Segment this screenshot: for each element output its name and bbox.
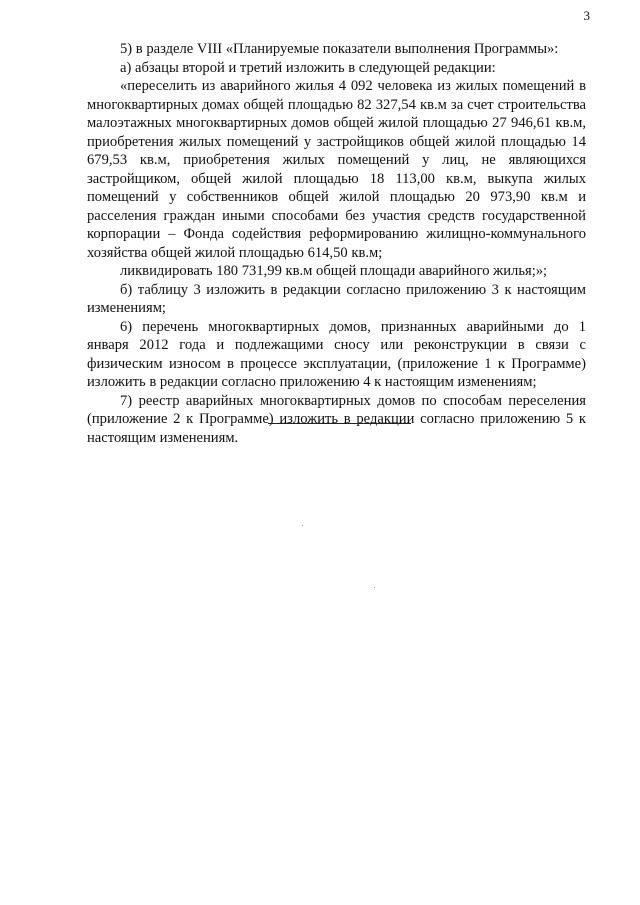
end-of-text-rule xyxy=(268,423,411,424)
page-number: 3 xyxy=(583,8,590,23)
scan-speck xyxy=(374,587,375,588)
paragraph-quoted-resettle: «переселить из аварийного жилья 4 092 человека из жилых помещений в многоквартирных домах общей площадью 82 327,54 кв.м за счет строительства малоэтажных многоквартирных домов общей жилой площадью 27 946,61 кв.м, приобретения жилых помещений у застройщиков общей жилой площадью 14 679,53 кв.м, приобретения жилых помещений у лиц, не являющихся застройщиком, общей жилой площадью 18 113,00 кв.м, выкупа жилых помещений у собственников общей жилой площадью 20 973,90 кв.м и расселения граждан иными способами без участия средств государственной корпорации – Фонда содействия реформированию жилищно-коммунального хозяйства общей жилой площадью 614,50 кв.м; xyxy=(87,78,586,261)
scan-speck xyxy=(302,525,303,526)
paragraph-section-5: 5) в разделе VIII «Планируемые показатели выполнения Программы»: xyxy=(120,41,559,57)
document-body xyxy=(87,40,586,447)
paragraph-item-b: б) таблицу 3 изложить в редакции согласно приложению 3 к настоящим изменениям; xyxy=(87,281,586,316)
paragraph-section-7: 7) реестр аварийных многоквартирных домов по способам переселения (приложение 2 к Программе) изложить в редакции согласно приложению 5 к настоящим изменениям. xyxy=(87,392,586,446)
paragraph-item-a: а) абзацы второй и третий изложить в следующей редакции: xyxy=(120,59,496,76)
paragraph-section-6: 6) перечень многоквартирных домов, признанных аварийными до 1 января 2012 года и подлежащими сносу или реконструкции в связи с физическим износом в процессе эксплуатации, (приложение 1 к Программе) изложить в редакции согласно приложению 4 к настоящим изменениям; xyxy=(87,318,586,390)
paragraph-quoted-liquidate: ликвидировать 180 731,99 кв.м общей площади аварийного жилья;»; xyxy=(120,263,548,279)
